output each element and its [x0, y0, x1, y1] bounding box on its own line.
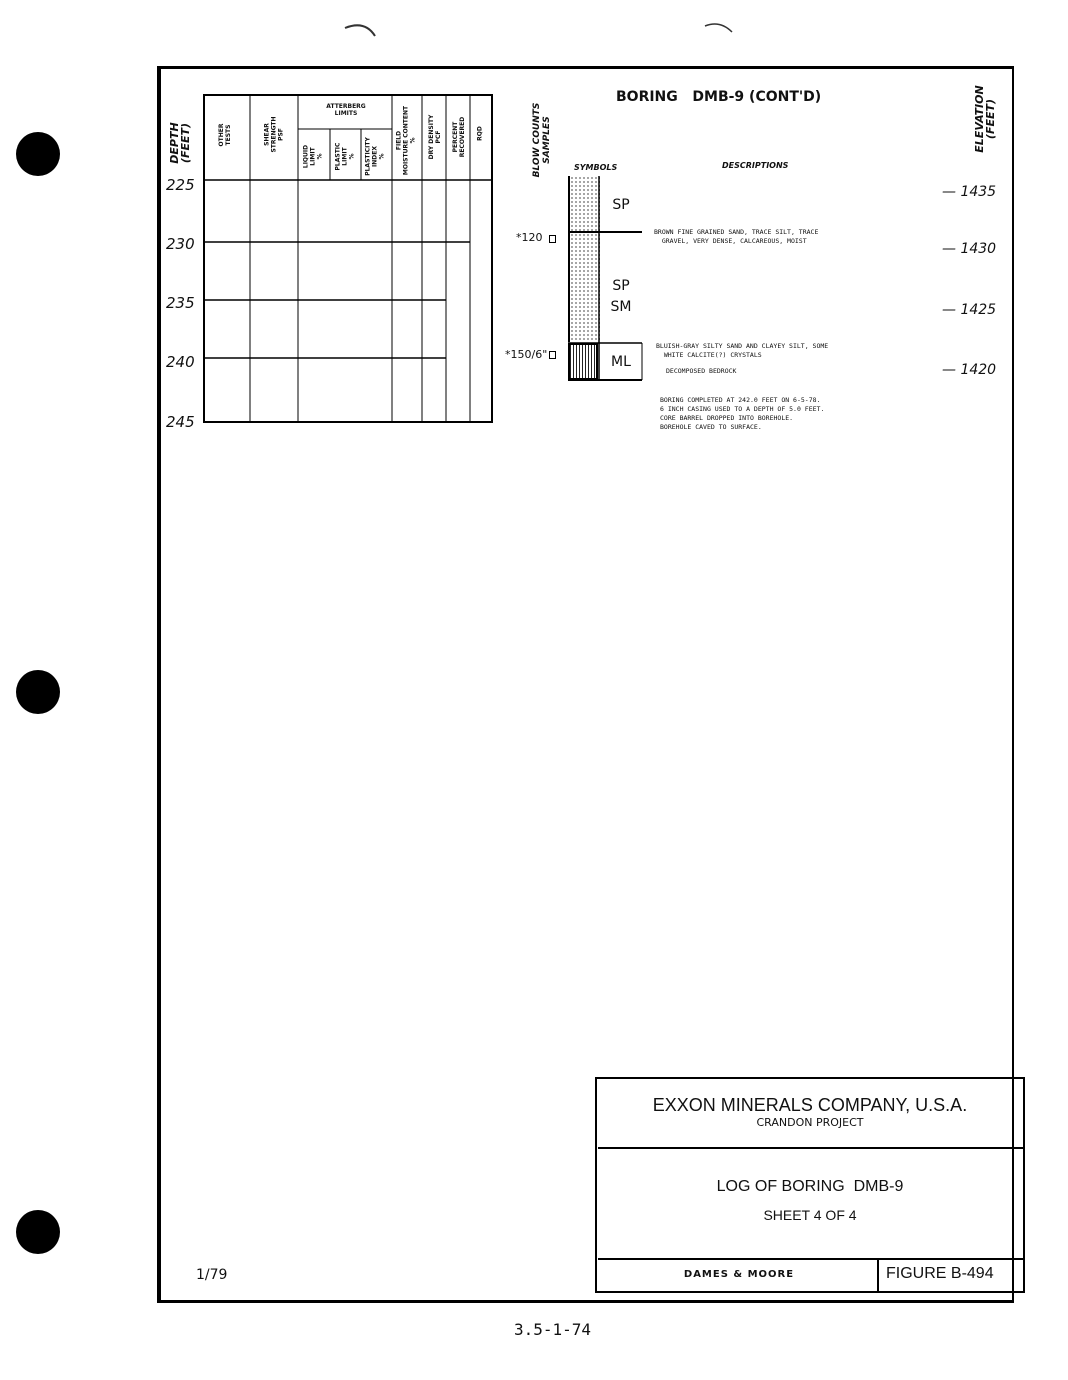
symbol-label: SP: [612, 197, 630, 213]
punch-hole-top: [16, 132, 60, 176]
symbols-label: SYMBOLS: [574, 163, 618, 172]
sample-marker: [549, 235, 556, 243]
depth-tick: 240: [166, 353, 195, 371]
description-text: DECOMPOSED BEDROCK: [666, 367, 737, 375]
sheet-number: SHEET 4 OF 4: [763, 1207, 857, 1223]
description-text: BORING COMPLETED AT 242.0 FEET ON 6-5-78. 6 INCH CASING USED TO A DEPTH OF 5.0 FEET. CORE BARREL DROPPED INTO BOREHOLE. BOREHOLE CAVED TO SURFACE.: [660, 396, 825, 431]
shear-strength-header: SHEAR STRENGTH PSF: [263, 116, 285, 153]
company-name: EXXON MINERALS COMPANY, U.S.A.: [652, 1095, 968, 1115]
description-text: BROWN FINE GRAINED SAND, TRACE SILT, TRACE GRAVEL, VERY DENSE, CALCAREOUS, MOIST: [654, 228, 819, 245]
depth-tick: 225: [166, 176, 195, 194]
description-text: BLUISH-GRAY SILTY SAND AND CLAYEY SILT, SOME WHITE CALCITE(?) CRYSTALS: [656, 342, 829, 359]
rqd-header: RQD: [476, 126, 484, 141]
moisture-header: FIELD MOISTURE CONTENT %: [395, 105, 417, 176]
symbol-label: ML: [611, 354, 631, 370]
elevation-axis-label: ELEVATION (FEET): [973, 85, 997, 153]
atterberg-header: ATTERBERG LIMITS: [326, 103, 366, 117]
depth-tick: 235: [166, 294, 195, 312]
symbol-label: SP SM: [610, 278, 632, 315]
dry-density-header: DRY DENSITY PCF: [428, 114, 442, 160]
depth-tick: 245: [166, 413, 195, 431]
sample-marker: [549, 351, 556, 359]
punch-hole-bottom: [16, 1210, 60, 1254]
elevation-tick: — 1420: [942, 362, 997, 378]
firm-logo: DAMES & MOORE: [683, 1269, 795, 1280]
liquid-limit-header: LIQUID LIMIT %: [302, 144, 324, 169]
elevation-tick: — 1430: [942, 241, 997, 257]
staple-marks: [340, 18, 740, 48]
drawing-date: 1/79: [196, 1267, 228, 1283]
depth-axis-label: DEPTH (FEET): [168, 122, 192, 164]
figure-number: FIGURE B-494: [886, 1265, 994, 1282]
plasticity-index-header: PLASTICITY INDEX %: [364, 137, 386, 176]
blow-count: *150/6": [505, 348, 548, 361]
plastic-limit-header: PLASTIC LIMIT %: [334, 142, 356, 171]
blow-counts-label: BLOW COUNTS SAMPLES: [532, 102, 552, 178]
blow-count: *120: [516, 231, 543, 244]
descriptions-label: DESCRIPTIONS: [722, 161, 789, 170]
log-title: LOG OF BORING DMB-9: [716, 1178, 904, 1195]
other-tests-header: OTHER TESTS: [218, 123, 232, 147]
percent-recovered-header: PERCENT RECOVERED: [452, 116, 466, 158]
boring-title: BORING DMB-9 (CONT'D): [616, 89, 822, 105]
page-number: 3.5-1-74: [514, 1320, 592, 1339]
elevation-tick: — 1435: [942, 184, 997, 200]
elevation-tick: — 1425: [942, 302, 997, 318]
depth-tick: 230: [166, 235, 195, 253]
punch-hole-middle: [16, 670, 60, 714]
project-name: CRANDON PROJECT: [756, 1116, 864, 1129]
